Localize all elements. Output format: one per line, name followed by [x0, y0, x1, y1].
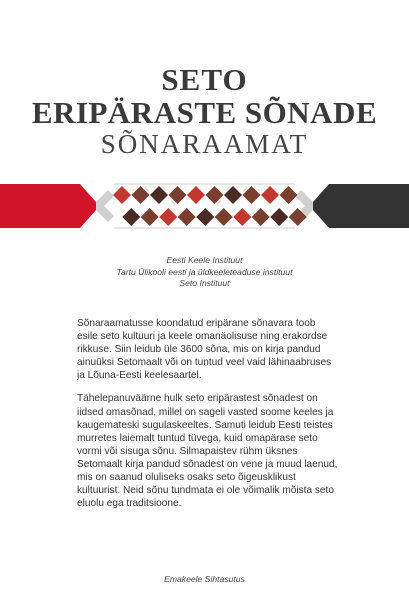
- band-diamond: [150, 186, 168, 204]
- title-line-2: ERIPÄRASTE SÕNADE: [31, 95, 378, 130]
- title-line-1: SETO: [161, 62, 248, 97]
- band-diamond: [159, 208, 177, 226]
- institutions-block: [0, 255, 409, 290]
- band-diamond: [252, 208, 270, 226]
- band-diamond: [178, 208, 196, 226]
- band-diamond: [215, 208, 233, 226]
- subtitle: SÕNARAAMAT: [100, 129, 309, 159]
- band-diamond: [233, 208, 251, 226]
- band-dark-block: [313, 184, 409, 228]
- band-diamond: [122, 208, 140, 226]
- band-diamond: [169, 186, 187, 204]
- publisher-name: Emakeele Sihtasutus: [164, 574, 245, 584]
- band-diamond: [224, 186, 242, 204]
- institution-name: Seto Instituut: [179, 278, 230, 288]
- institution-name: Tartu Ülikooli eesti ja üldkeeleteaduse instituut: [116, 266, 293, 277]
- band-diamond: [196, 208, 214, 226]
- band-diamond: [206, 186, 224, 204]
- description-text: [77, 317, 339, 520]
- band-chevron-left: [96, 190, 114, 222]
- institution-name: Eesti Keele Instituut: [166, 255, 243, 265]
- band-diamond: [280, 186, 298, 204]
- band-diamond: [243, 186, 261, 204]
- band-diamond: [113, 186, 131, 204]
- description-paragraph: Sõnaraamatusse koondatud eripärane sõnavara toob esile seto kultuuri ja keele omanäolisuse ning erakordse rikkuse. Siin leidub üle 3600 sõna, mis on kirja pandud ainuüksi Setomaalt või on tuntud veel vaid lähinaabruses ja Lõuna-Eesti keelesaartel.: [77, 318, 332, 382]
- band-diamond: [261, 186, 279, 204]
- band-red-block: [0, 184, 96, 228]
- description-paragraph: Tähelepanuväärne hulk seto eripärastest sõnadest on iidsed omasõnad, millel on sageli vasted soome keeles ja kaugemateski sugulaskeeltes. Samuti leidub Eesti teistes murretes laiemalt tuntud tüvega, kuid omapärase seto vormi või sisuga sõnu. Silmapaistev rühm üksnes Setomaalt kirja pandud sõnadest on vene ja muud laenud, mis on saanud oluliseks osaks seto õigeusklikust kultuurist. Neid sõnu tundmata ei ole võimalik mõista seto eluolu ega traditsioone.: [77, 393, 338, 510]
- band-diamond: [187, 186, 205, 204]
- band-diamond: [141, 208, 159, 226]
- seto-ornament-band: [0, 180, 409, 232]
- band-diamond: [270, 208, 288, 226]
- band-diamond: [132, 186, 150, 204]
